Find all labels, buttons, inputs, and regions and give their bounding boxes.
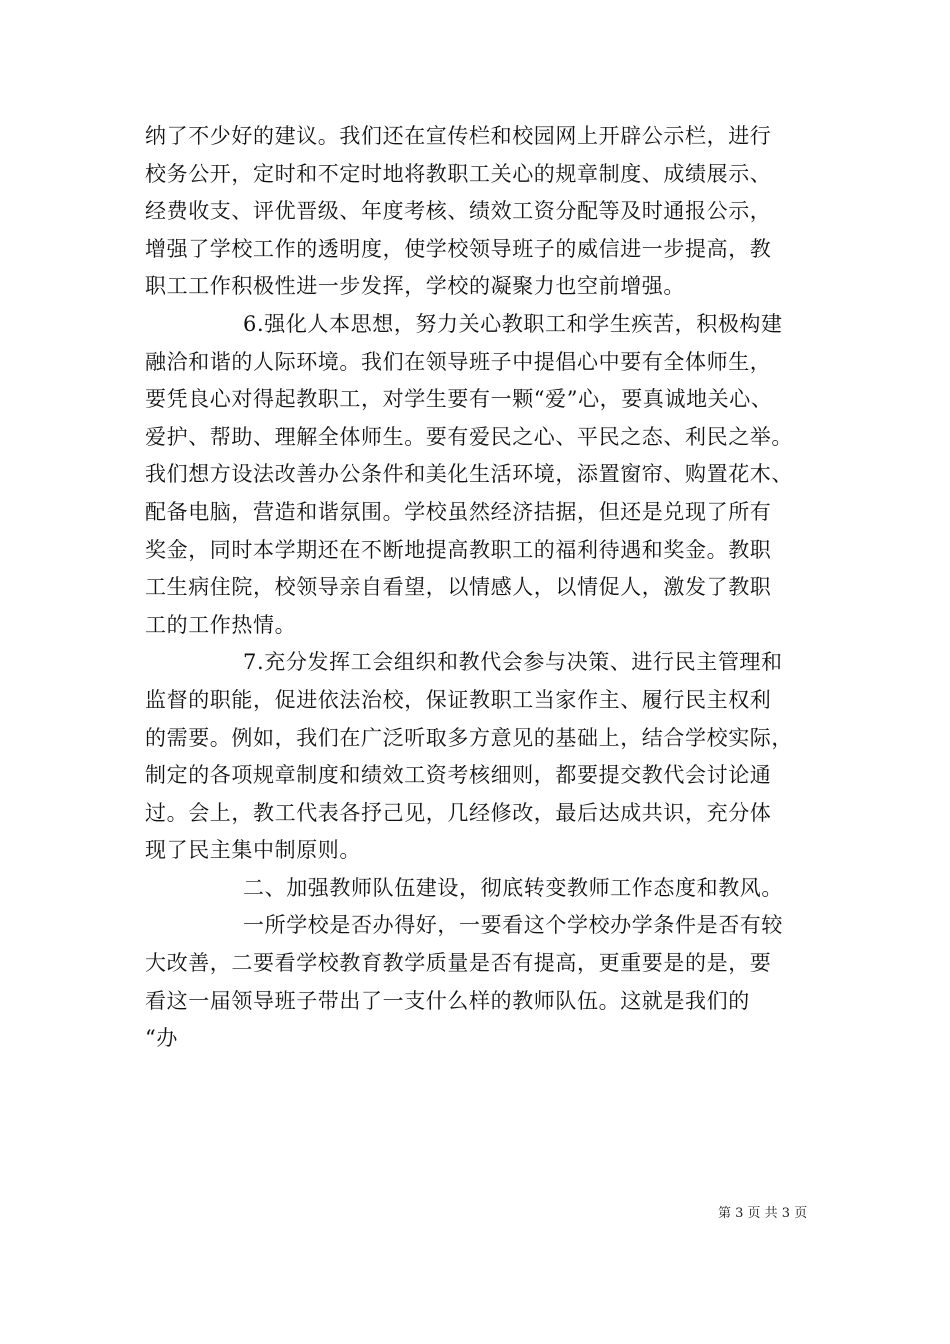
text-line: 大改善，二要看学校教育教学质量是否有提高，更重要是的是，要	[145, 951, 772, 976]
document-body	[145, 118, 815, 1058]
text-line: 职工工作积极性进一步发挥，学校的凝聚力也空前增强。	[145, 274, 685, 299]
text-line: 7.充分发挥工会组织和教代会参与决策、进行民主管理和	[243, 650, 783, 675]
text-line: 制定的各项规章制度和绩效工资考核细则，都要提交教代会讨论通	[145, 763, 772, 788]
text-line: 过。会上，教工代表各抒己见，几经修改，最后达成共识，充分体	[145, 800, 772, 825]
text-line: 奖金，同时本学期还在不断地提高教职工的福利待遇和奖金。教职	[145, 537, 772, 562]
text-line: 看这一届领导班子带出了一支什么样的教师队伍。这就是我们的	[145, 988, 750, 1013]
text-line: 纳了不少好的建议。我们还在宣传栏和校园网上开辟公示栏，进行	[145, 124, 772, 148]
text-line: “办	[145, 1026, 178, 1051]
text-line: 经费收支、评优晋级、年度考核、绩效工资分配等及时通报公示，	[145, 199, 772, 224]
text-line: 我们想方设法改善办公条件和美化生活环境，添置窗帘、购置花木、	[145, 462, 793, 487]
text-line: 要凭良心对得起教职工，对学生要有一颗“爱”心，要真诚地关心、	[145, 387, 773, 412]
text-line: 工生病住院，校领导亲自看望，以情感人，以情促人，激发了教职	[145, 575, 772, 600]
text-line: 的需要。例如，我们在广泛听取多方意见的基础上，结合学校实际，	[145, 725, 793, 750]
text-line: 融洽和谐的人际环境。我们在领导班子中提倡心中要有全体师生，	[145, 349, 772, 374]
page-footer: 第 3 页 共 3 页	[718, 1206, 808, 1221]
text-line: 二、加强教师队伍建设，彻底转变教师工作态度和教风。	[243, 875, 783, 900]
text-line: 工的工作热情。	[145, 612, 297, 637]
text-line: 6.强化人本思想，努力关心教职工和学生疾苦，积极构建	[243, 311, 783, 336]
text-line: 增强了学校工作的透明度，使学校领导班子的威信进一步提高，教	[145, 236, 772, 261]
text-line: 现了民主集中制原则。	[145, 838, 361, 863]
text-line: 监督的职能，促进依法治校，保证教职工当家作主、履行民主权利	[145, 687, 772, 712]
text-line: 校务公开，定时和不定时地将教职工关心的规章制度、成绩展示、	[145, 161, 772, 186]
text-line: 配备电脑，营造和谐氛围。学校虽然经济拮据，但还是兑现了所有	[145, 499, 772, 524]
text-line: 爱护、帮助、理解全体师生。要有爱民之心、平民之态、利民之举。	[145, 424, 793, 449]
text-line: 一所学校是否办得好，一要看这个学校办学条件是否有较	[243, 913, 783, 938]
